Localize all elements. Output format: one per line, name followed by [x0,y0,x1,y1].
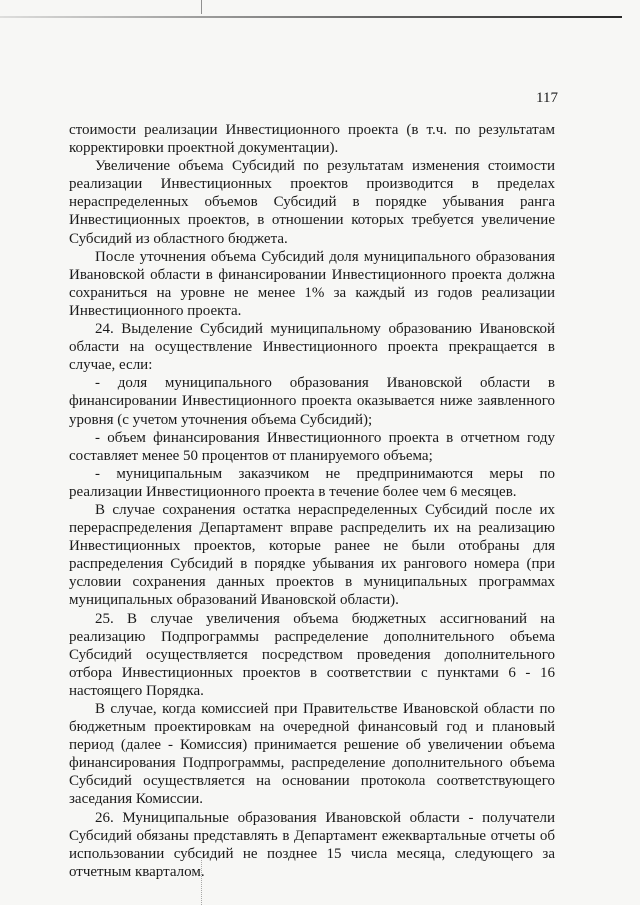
scan-artifact-tick [201,0,202,14]
scan-artifact-line [0,16,622,18]
list-item-funding-below: - объем финансирования Инвестиционного проекта в отчетном году составляет менее 50 процентов от планируемого объема; [69,429,555,464]
document-body [69,121,555,881]
page-number: 117 [536,90,558,106]
paragraph-clause-26: 26. Муниципальные образования Ивановской области - получатели Субсидий обязаны представлять в Департамент ежеквартальные отчеты об использовании субсидий не позднее 15 числа месяца, следующего за отчетным кварталом. [69,809,555,880]
paragraph-clause-24: 24. Выделение Субсидий муниципальному образованию Ивановской области на осуществление Инвестиционного проекта прекращается в случае, если: [69,321,555,374]
paragraph-continuation: стоимости реализации Инвестиционного проекта (в т.ч. по результатам корректировки проектной документации). [69,122,555,157]
paragraph-share-after-adjustment: После уточнения объема Субсидий доля муниципального образования Ивановской области в финансировании Инвестиционного проекта должна сохраниться на уровне не менее 1% за каждый из годов реализации Инвестиционного проекта. [69,248,555,319]
paragraph-subsidy-increase: Увеличение объема Субсидий по результатам изменения стоимости реализации Инвестиционных проектов производится в пределах нераспределенных объемов Субсидий в порядке убывания ранга Инвестиционных проектов, в отношении которых требуется увеличение Субсидий из областного бюджета. [69,158,555,247]
paragraph-clause-25: 25. В случае увеличения объема бюджетных ассигнований на реализацию Подпрограммы распределение дополнительного объема Субсидий осуществляется посредством проведения дополнительного отбора Инвестиционных проектов в соответствии с пунктами 6 - 16 настоящего Порядка. [69,610,555,699]
paragraph-remaining-subsidies: В случае сохранения остатка нераспределенных Субсидий после их перераспределения Департамент вправе распределить их на реализацию Инвестиционных проектов, которые ранее не были отобраны для распределения Субсидий в порядке убывания их рангового номера (при условии сохранения данных проектов в муниципальных программах муниципальных образований Ивановской области). [69,501,555,609]
paragraph-commission: В случае, когда комиссией при Правительстве Ивановской области по бюджетным проектировкам на очередной финансовый год и плановый период (далее - Комиссия) принимается решение об увеличении объема финансирования Подпрограммы, распределение дополнительного объема Субсидий осуществляется на основании протокола соответствующего заседания Комиссии. [69,701,555,808]
list-item-no-measures: - муниципальным заказчиком не предпринимаются меры по реализации Инвестиционного проекта в течение более чем 6 месяцев. [69,465,555,500]
list-item-share-below: - доля муниципального образования Ивановской области в финансировании Инвестиционного проекта оказывается ниже заявленного уровня (с учетом уточнения объема Субсидий); [69,375,555,428]
